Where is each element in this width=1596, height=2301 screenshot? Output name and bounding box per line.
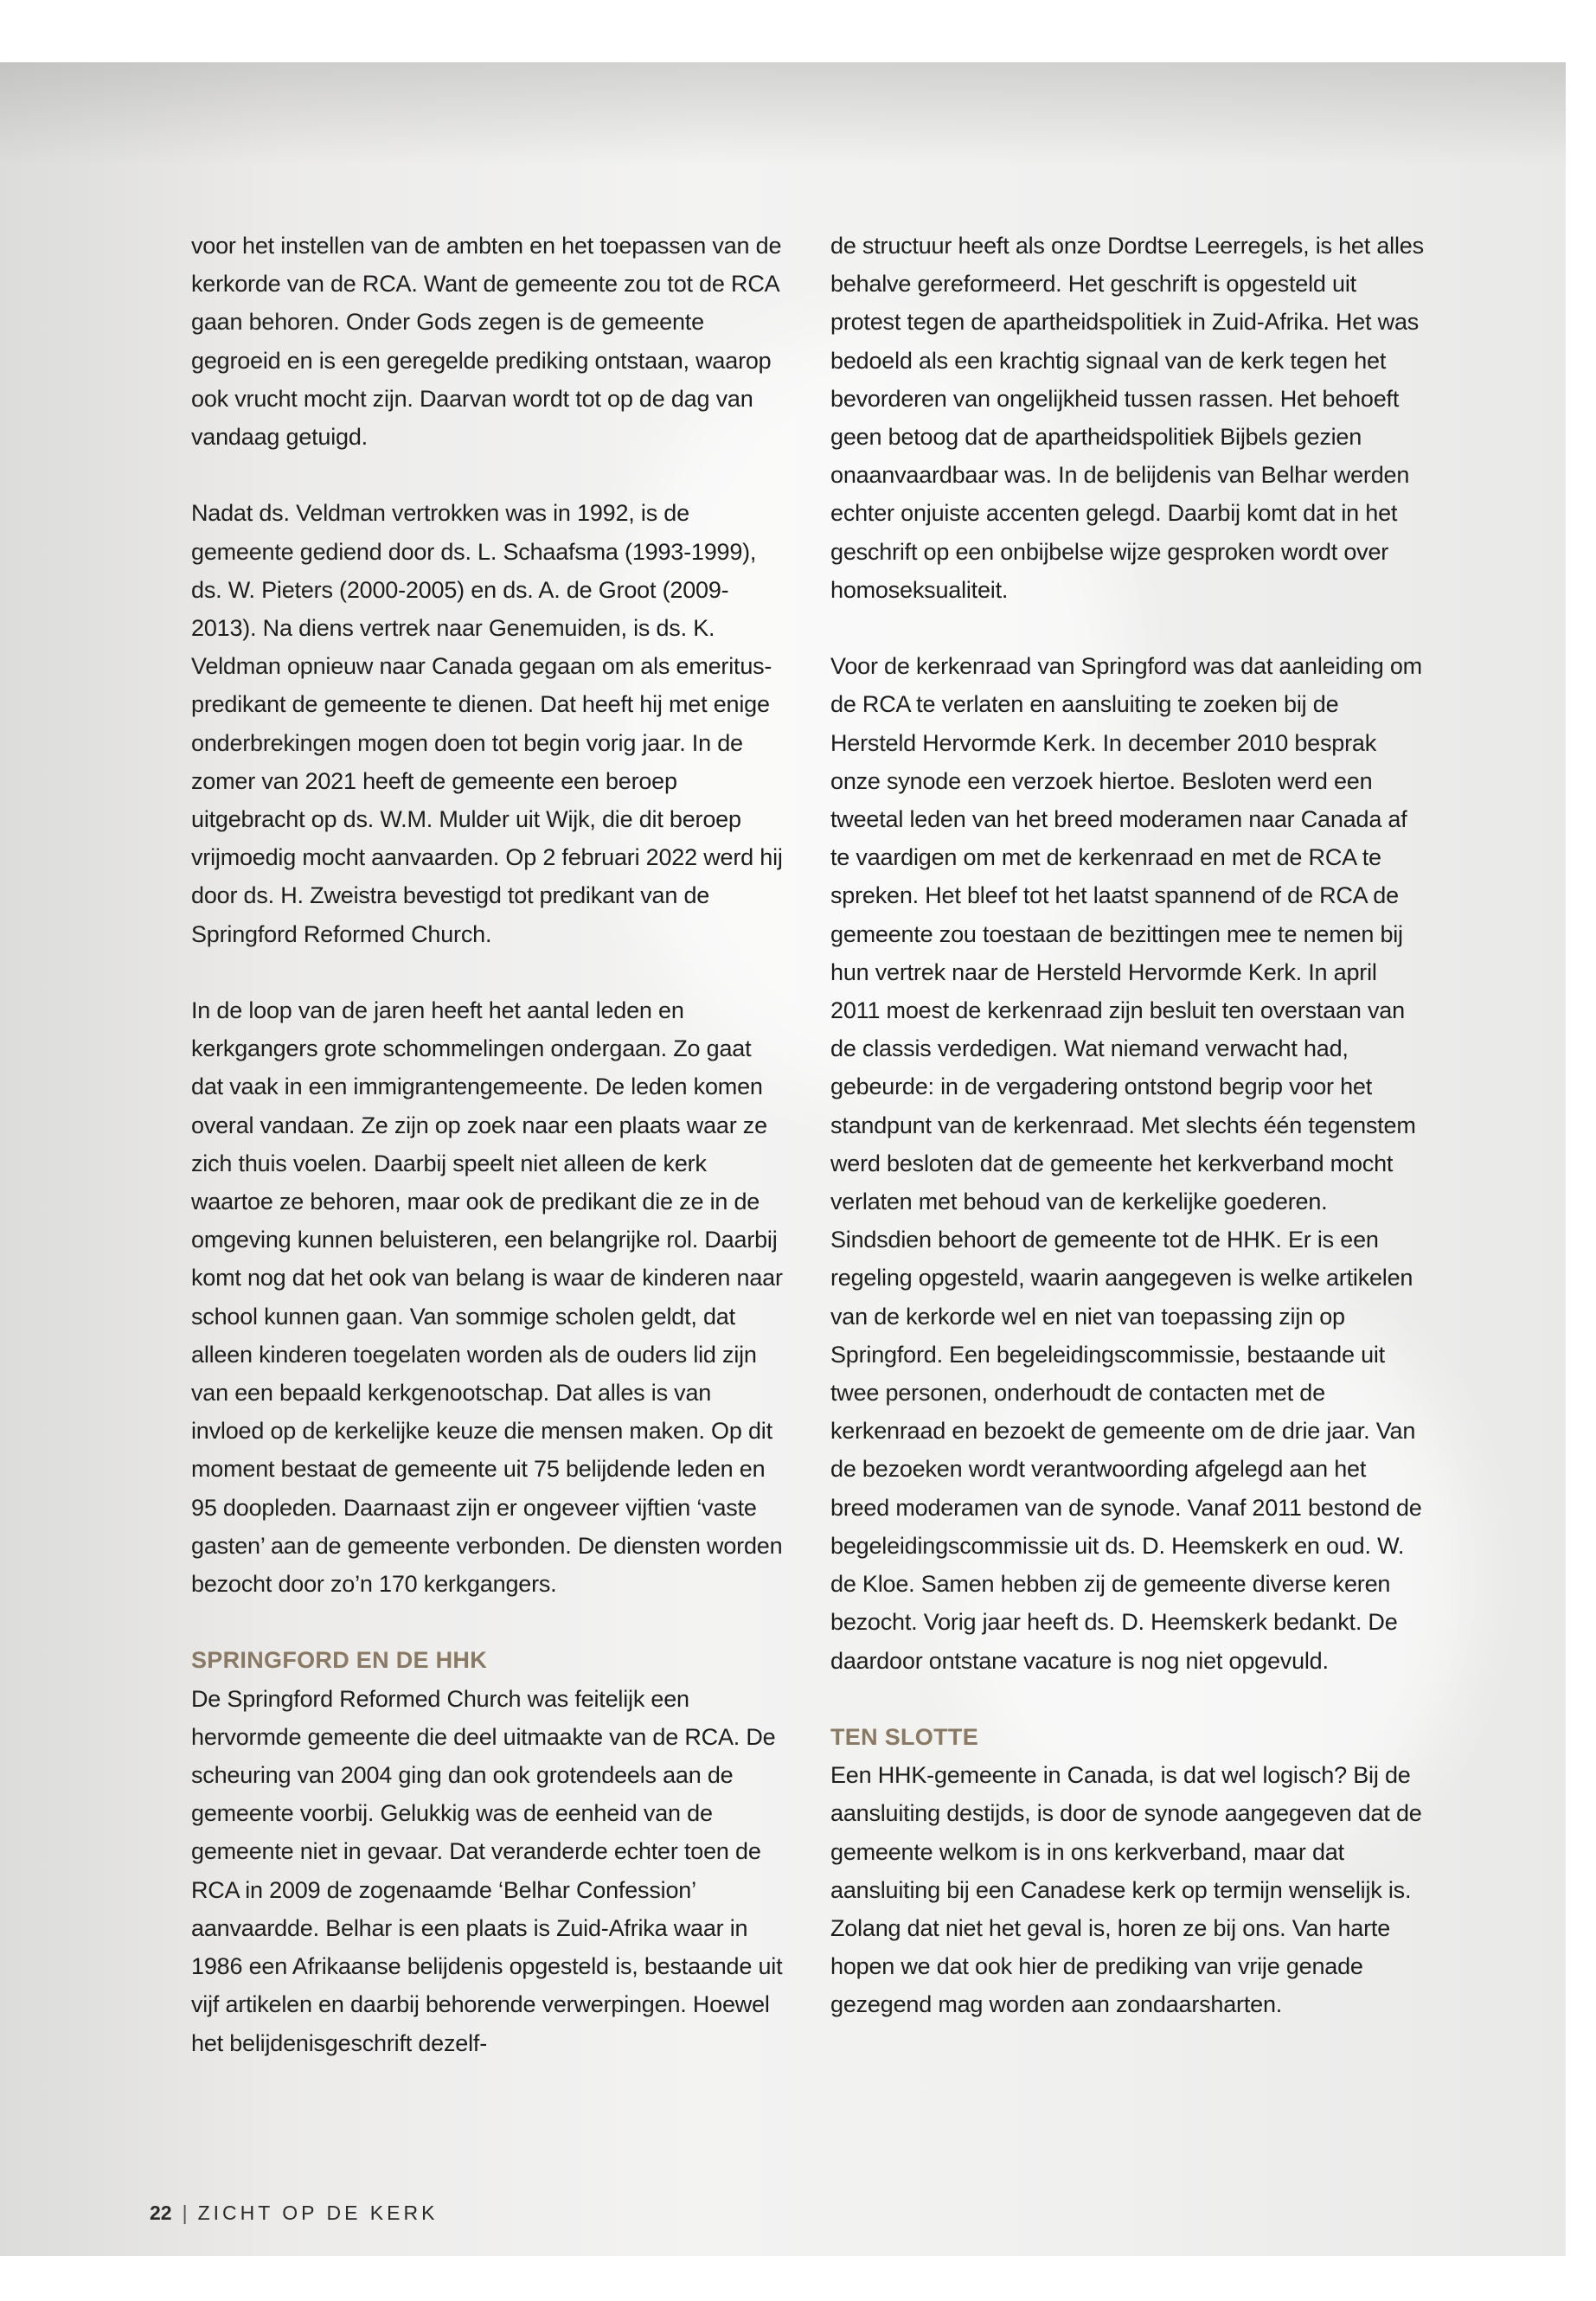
paragraph: In de loop van de jaren heeft het aantal leden en kerkgangers grote schommelingen ondergaan. Zo gaat dat vaak in een immigrantengemeente. De leden komen overal vandaan. Ze zijn op zoek naar een plaats waar ze zich thuis voelen. Daarbij speelt niet alleen de kerk waartoe ze behoren, maar ook de predikant die ze in de omgeving kunnen beluisteren, een belangrijke rol. Daarbij komt nog dat het ook van belang is waar de kinderen naar school kunnen gaan. Van sommige scholen geldt, dat alleen kinderen toegelaten worden als de ouders lid zijn van een bepaald kerkgenootschap. Dat alles is van invloed op de kerkelijke keuze die mensen maken. Op dit moment bestaat de gemeente uit 75 belijdende leden en 95 doopleden. Daarnaast zijn er ongeveer vijftien ‘vaste gasten’ aan de gemeente verbonden. De diensten worden bezocht door zo’n 170 kerkgangers. — [191, 997, 783, 1598]
magazine-title: ZICHT OP DE KERK — [197, 2202, 439, 2224]
paragraph: Een HHK-gemeente in Canada, is dat wel logisch? Bij de aansluiting destijds, is door de synode aangegeven dat de gemeente welkom is in ons kerkverband, maar dat aansluiting bij een Canadese kerk op termijn wenselijk is. Zolang dat niet het geval is, horen ze bij ons. Van harte hopen we dat ook hier de prediking van vrije genade gezegend mag worden aan zondaarsharten. — [830, 1762, 1422, 2018]
page-footer — [150, 2202, 438, 2225]
top-shadow — [0, 62, 1566, 166]
paragraph: Nadat ds. Veldman vertrokken was in 1992, is de gemeente gediend door ds. L. Schaafsma (1993-1999), ds. W. Pieters (2000-2005) en ds. A. de Groot (2009-2013). Na diens vertrek naar Genemuiden, is ds. K. Veldman opnieuw naar Canada gegaan om als emeritus-predikant de gemeente te dienen. Dat heeft hij met enige onderbrekingen mogen doen tot begin vorig jaar. In de zomer van 2021 heeft de gemeente een beroep uitgebracht op ds. W.M. Mulder uit Wijk, die dit beroep vrijmoedig mocht aanvaarden. Op 2 februari 2022 werd hij door ds. H. Zweistra bevestigd tot predikant van de Springford Reformed Church. — [191, 500, 783, 947]
section-heading: SPRINGFORD EN DE HHK — [191, 1647, 488, 1674]
paragraph: De Springford Reformed Church was feitelijk een hervormde gemeente die deel uitmaakte van de RCA. De scheuring van 2004 ging dan ook grotendeels aan de gemeente voorbij. Gelukkig was de eenheid van de gemeente niet in gevaar. Dat veranderde echter toen de RCA in 2009 de zogenaamde ‘Belhar Confession’ aanvaardde. Belhar is een plaats is Zuid-Afrika waar in 1986 een Afrikaanse belijdenis opgesteld is, bestaande uit vijf artikelen en daarbij behorende verwerpingen. Hoewel het belijdenisgeschrift dezelf- — [191, 1685, 783, 2056]
paragraph: voor het instellen van de ambten en het toepassen van de kerkorde van de RCA. Want de gemeente zou tot de RCA gaan behoren. Onder Gods zegen is de gemeente gegroeid en is een geregelde prediking ontstaan, waarop ook vrucht mocht zijn. Daarvan wordt tot op de dag van vandaag getuigd. — [191, 233, 782, 451]
paragraph: de structuur heeft als onze Dordtse Leerregels, is het alles behalve gereformeerd. Het geschrift is opgesteld uit protest tegen de apartheidspolitiek in Zuid-Afrika. Het was bedoeld als een krachtig signaal van de kerk tegen het bevorderen van ongelijkheid tussen rassen. Het behoeft geen betoog dat de apartheidspolitiek Bijbels gezien onaanvaardbaar was. In de belijdenis van Belhar werden echter onjuiste accenten gelegd. Daarbij komt dat in het geschrift op een onbijbelse wijze gesproken wordt over homoseksualiteit. — [830, 233, 1424, 603]
paragraph: Voor de kerkenraad van Springford was dat aanleiding om de RCA te verlaten en aansluiting te zoeken bij de Hersteld Hervormde Kerk. In december 2010 besprak onze synode een verzoek hiertoe. Besloten werd een tweetal leden van het breed moderamen naar Canada af te vaardigen om met de kerkenraad en met de RCA te spreken. Het bleef tot het laatst spannend of de RCA de gemeente zou toestaan de bezittingen mee te nemen bij hun vertrek naar de Hersteld Hervormde Kerk. In april 2011 moest de kerkenraad zijn besluit ten overstaan van de classis verdedigen. Wat niemand verwacht had, gebeurde: in de vergadering ontstond begrip voor het standpunt van de kerkenraad. Met slechts één tegenstem werd besloten dat de gemeente het kerkverband mocht verlaten met behoud van de kerkelijke goederen. Sindsdien behoort de gemeente tot de HHK. Er is een regeling opgesteld, waarin aangegeven is welke artikelen van de kerkorde wel en niet van toepassing zijn op Springford. Een begeleidingscommissie, bestaande uit twee personen, onderhoudt de contacten met de kerkenraad en bezoekt de gemeente om de drie jaar. Van de bezoeken wordt verantwoording afgelegd aan het breed moderamen van de synode. Vanaf 2011 bestond de begeleidingscommissie uit ds. D. Heemskerk en oud. W. de Kloe. Samen hebben zij de gemeente diverse keren bezocht. Vorig jaar heeft ds. D. Heemskerk bedankt. De daardoor ontstane vacature is nog niet opgevuld. — [830, 653, 1422, 1674]
page-number: 22 — [150, 2202, 172, 2224]
footer-separator: | — [182, 2202, 188, 2224]
left-column — [191, 227, 788, 2100]
right-column — [830, 227, 1427, 2062]
section-heading: TEN SLOTTE — [830, 1723, 978, 1750]
